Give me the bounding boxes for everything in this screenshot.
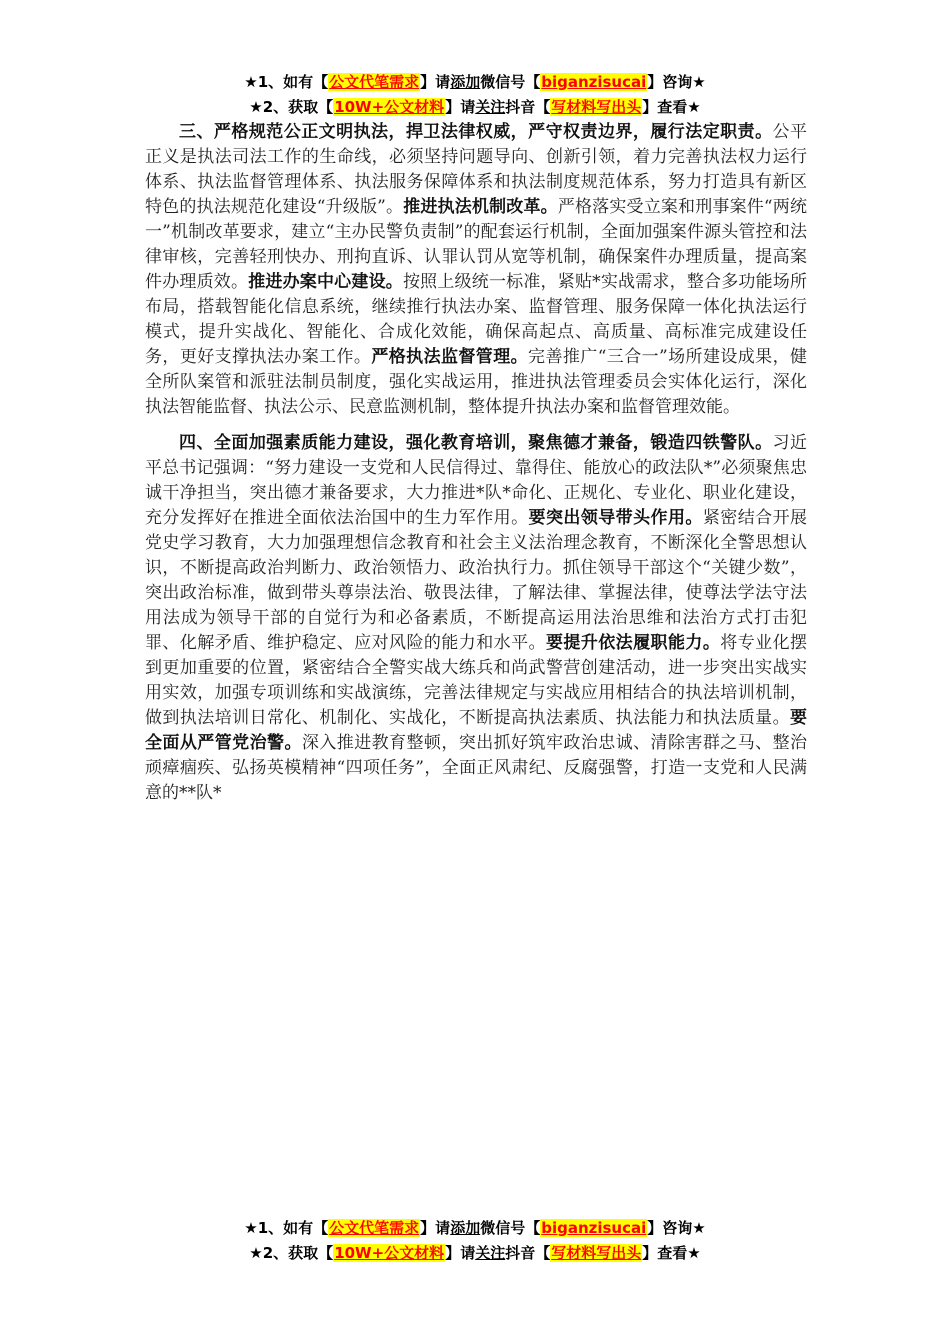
- highlight-douyin-account: 写材料写出头: [551, 98, 642, 116]
- banner-text: 】请: [420, 1219, 451, 1237]
- section-4-heading: 四、全面加强素质能力建设，强化教育培训，聚焦德才兼备，锻造四铁警队。: [179, 433, 773, 453]
- section-3-point-2-text: 按照上级统一标准，紧贴*实战需求，整合多功能场所布局，搭载智能化信息系统，继续推行执法办案、监督管理、服务保障一体化执法运行模式，提升实战化、智能化、合成化效能，确保高起点、高质量、高标准完成建设任务，更好支撑执法办案工作。: [145, 272, 808, 367]
- banner-text: 】查看★: [642, 1244, 701, 1262]
- section-4-point-1-text: 紧密结合开展党史学习教育，大力加强理想信念教育和社会主义法治理念教育，不断深化全警思想认识，不断提高政治判断力、政治领悟力、政治执行力。抓住领导干部这个“关键少数”，突出政治标准，做到带头尊崇法治、敬畏法律，了解法律、掌握法律，使尊法学法守法用法成为领导干部的自觉行为和必备素质，不断提高运用法治思维和法治方式打击犯罪、化解矛盾、维护稳定、应对风险的能力和水平。: [145, 508, 808, 653]
- highlight-materials: 10W+公文材料: [334, 1244, 445, 1262]
- banner-text: 微信号【: [480, 73, 541, 91]
- banner-underlined-text: 关注: [475, 98, 506, 116]
- footer-banner: [0, 1216, 950, 1266]
- banner-underlined-text: 添加: [450, 73, 481, 91]
- section-4-point-2-text: 将专业化摆到更加重要的位置，紧密结合全警实战大练兵和尚武警营创建活动，进一步突出实战实用实效，加强专项训练和实战演练，完善法律规定与实战应用相结合的执法培训机制，做到执法培训日常化、机制化、实战化，不断提高执法素质、执法能力和执法质量。: [145, 633, 808, 728]
- banner-text: 抖音【: [505, 98, 551, 116]
- highlight-materials: 10W+公文材料: [334, 98, 445, 116]
- section-3-paragraph: [145, 120, 807, 420]
- banner-line-2: [0, 95, 950, 120]
- banner-text: 】请: [445, 98, 476, 116]
- section-3-point-1-text: 严格落实受立案和刑事案件“两统一”机制改革要求，建立“主办民警负责制”的配套运行机制，全面加强案件源头管控和法律审核，完善轻刑快办、刑拘直诉、认罪认罚从宽等机制，确保案件办理质量，提高案件办理质效。: [145, 197, 807, 292]
- section-3-intro: 公平正义是执法司法工作的生命线，必须坚持问题导向、创新引领，着力完善执法权力运行体系、执法监督管理体系、执法服务保障体系和执法制度规范体系，努力打造具有新区特色的执法规范化建设“升级版”。: [145, 122, 808, 217]
- highlight-ghostwriting: 公文代笔需求: [329, 1219, 420, 1237]
- banner-underlined-text: 关注: [475, 1244, 506, 1262]
- section-4-point-3-text: 深入推进教育整顿，突出抓好筑牢政治忠诚、清除害群之马、整治顽瘴痼疾、弘扬英模精神“四项任务”，全面正风肃纪、反腐强警，打造一支党和人民满意的**队*: [145, 733, 808, 803]
- section-3-point-2-title: 推进办案中心建设。: [248, 272, 403, 292]
- section-3-point-3-title: 严格执法监督管理。: [371, 347, 529, 367]
- banner-text: ★2、获取【: [249, 98, 334, 116]
- highlight-ghostwriting: 公文代笔需求: [329, 73, 420, 91]
- banner-text: 】请: [445, 1244, 476, 1262]
- section-4-point-1-title: 要突出领导带头作用。: [528, 508, 703, 528]
- banner-text: 】请: [420, 73, 451, 91]
- header-banner: [0, 70, 950, 120]
- banner-text: 】查看★: [642, 98, 701, 116]
- section-3-heading: 三、严格规范公正文明执法，捍卫法律权威，严守权责边界，履行法定职责。: [179, 122, 773, 142]
- section-4-point-2-title: 要提升依法履职能力。: [545, 633, 721, 653]
- banner-text: ★1、如有【: [244, 73, 329, 91]
- banner-text: 微信号【: [480, 1219, 541, 1237]
- banner-text: 】咨询★: [647, 1219, 706, 1237]
- section-3-point-1-title: 推进执法机制改革。: [403, 197, 558, 217]
- highlight-douyin-account: 写材料写出头: [551, 1244, 642, 1262]
- highlight-wechat-id: biganzisucai: [541, 1219, 647, 1237]
- document-body: [145, 120, 807, 806]
- section-3-point-3-text: 完善推广“三合一”场所建设成果，健全所队案管和派驻法制员制度，强化实战运用，推进执法管理委员会实体化运行，深化执法智能监督、执法公示、民意监测机制，整体提升执法办案和监督管理效能。: [145, 347, 808, 417]
- banner-line-1: [0, 1216, 950, 1241]
- highlight-wechat-id: biganzisucai: [541, 73, 647, 91]
- banner-line-2: [0, 1241, 950, 1266]
- banner-line-1: [0, 70, 950, 95]
- banner-underlined-text: 添加: [450, 1219, 481, 1237]
- section-4-intro: 习近平总书记强调：“努力建设一支党和人民信得过、靠得住、能放心的政法队*”必须聚焦忠诚干净担当，突出德才兼备要求，大力推进*队*命化、正规化、专业化、职业化建设，充分发挥好在推进全面依法治国中的生力军作用。: [145, 433, 808, 528]
- banner-text: ★1、如有【: [244, 1219, 329, 1237]
- section-4-point-3-title: 要全面从严管党治警。: [145, 708, 807, 753]
- banner-text: 抖音【: [505, 1244, 551, 1262]
- banner-text: ★2、获取【: [249, 1244, 334, 1262]
- banner-text: 】咨询★: [647, 73, 706, 91]
- section-4-paragraph: [145, 431, 807, 806]
